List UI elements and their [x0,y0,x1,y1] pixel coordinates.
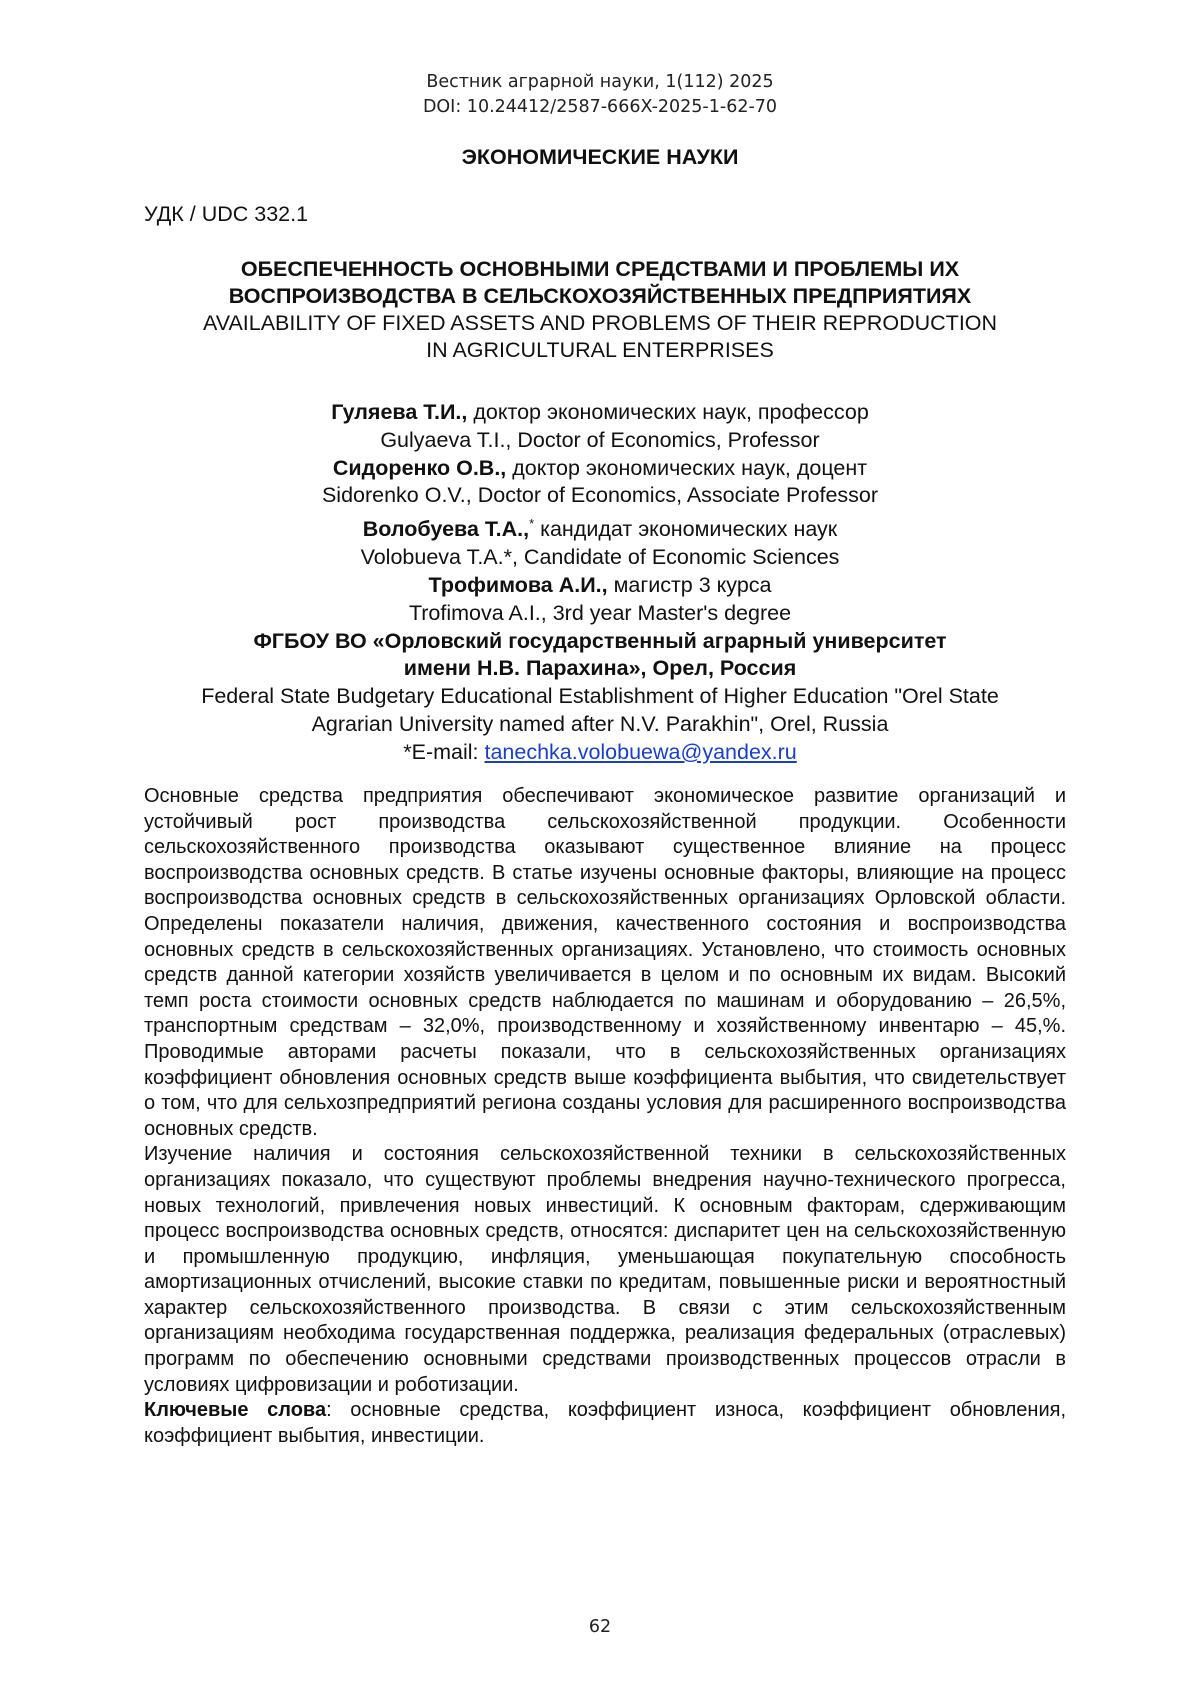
author-ru [100,455,1100,483]
author-en: Sidorenko O.V., Doctor of Economics, Associate Professor [321,483,879,508]
article-title [140,256,1060,364]
section-heading: ЭКОНОМИЧЕСКИЕ НАУКИ [461,145,739,169]
udc-code: УДК / UDC 332.1 [144,202,309,226]
abstract-paragraph-2: Изучение наличия и состояния сельскохозяйственной техники в сельскохозяйственных организациях показало, что существуют проблемы внедрения научно-технического прогресса, новых технологий, привлечения новых инвестиций. К основным факторам, сдерживающим процесс воспроизводства основных средств, относятся: диспаритет цен на сельскохозяйственную и промышленную продукцию, инфляция, уменьшающая покупательную способность амортизационных отчислений, высокие ставки по кредитам, повышенные риски и вероятностный характер сельскохозяйственного производства. В связи с этим сельскохозяйственным организациям необходима государственная поддержка, реализация федеральных (отраслевых) программ по обеспечению основными средствами производственных процессов отрасли в условиях цифровизации и роботизации. [144,1143,1066,1396]
author-en: Volobueva T.A.*, Candidate of Economic Sciences [360,545,840,570]
author-name: Трофимова А.И., [428,572,608,597]
corresponding-mark: * [529,516,535,532]
title-en-line-1: AVAILABILITY OF FIXED ASSETS AND PROBLEMS OF THEIR REPRODUCTION [202,311,998,335]
author-role: магистр 3 курса [607,572,772,597]
author-role: доктор экономических наук, доцент [506,455,868,480]
journal-doi: DOI: 10.24412/2587-666X-2025-1-62-70 [422,97,778,117]
title-ru-line-1: ОБЕСПЕЧЕННОСТЬ ОСНОВНЫМИ СРЕДСТВАМИ И ПРОБЛЕМЫ ИХ [240,257,960,281]
keywords [144,1398,1066,1449]
author-ru [100,399,1100,427]
email-label: *E-mail: [403,739,485,764]
keywords-text: : основные средства, коэффициент износа, коэффициент обновления, коэффициент выбытия, инвестиции. [144,1399,1066,1447]
author-ru [100,572,1100,600]
author-role: кандидат экономических наук [534,517,838,542]
contact-email [100,739,1100,767]
author-en: Gulyaeva T.I., Doctor of Economics, Professor [380,427,820,452]
title-en-line-2: IN AGRICULTURAL ENTERPRISES [426,338,774,362]
page-number: 62 [588,1617,612,1637]
affiliation-en-line-1: Federal State Budgetary Educational Establishment of Higher Education "Orel State [201,684,999,709]
author-name: Гуляева Т.И., [331,400,468,424]
journal-issue: Вестник аграрной науки, 1(112) 2025 [426,72,774,92]
title-ru-line-2: ВОСПРОИЗВОДСТВА В СЕЛЬСКОХОЗЯЙСТВЕННЫХ ПРЕДПРИЯТИЯХ [228,284,972,308]
author-name: Волобуева Т.А., [362,517,530,542]
authors-block [100,399,1100,767]
author-en: Trofimova A.I., 3rd year Master's degree [408,600,792,625]
affiliation-ru-line-2: имени Н.В. Парахина», Орел, Россия [403,656,797,681]
author-name: Сидоренко О.В., [332,455,507,480]
author-ru [100,510,1100,544]
affiliation-ru-line-1: ФГБОУ ВО «Орловский государственный аграрный университет [253,628,947,653]
keywords-label: Ключевые слова [144,1399,327,1422]
email-link[interactable]: tanechka.volobuewa@yandex.ru [484,739,797,764]
author-role: доктор экономических наук, профессор [467,400,869,424]
abstract-paragraph-1: Основные средства предприятия обеспечивают экономическое развитие организаций и устойчивый рост производства сельскохозяйственной продукции. Особенности сельскохозяйственного производства оказывают существенное влияние на процесс воспроизводства основных средств. В статье изучены основные факторы, влияющие на процесс воспроизводства основных средств в сельскохозяйственных организациях Орловской области. Определены показатели наличия, движения, качественного состояния и воспроизводства основных средств в сельскохозяйственных организациях. Установлено, что стоимость основных средств данной категории хозяйств увеличивается в целом и по основным их видам. Высокий темп роста стоимости основных средств наблюдается по машинам и оборудованию – 26,5%, транспортным средствам – 32,0%, производственному и хозяйственному инвентарю – 45,%. Проводимые авторами расчеты показали, что в сельскохозяйственных организациях коэффициент обновления основных средств выше коэффициента выбытия, что свидетельствует о том, что для сельхозпредприятий региона созданы условия для расширенного воспроизводства основных средств. [144,785,1066,1140]
journal-header [0,70,1200,120]
affiliation-en-line-2: Agrarian University named after N.V. Parakhin", Orel, Russia [311,711,889,736]
abstract [144,784,1066,1449]
